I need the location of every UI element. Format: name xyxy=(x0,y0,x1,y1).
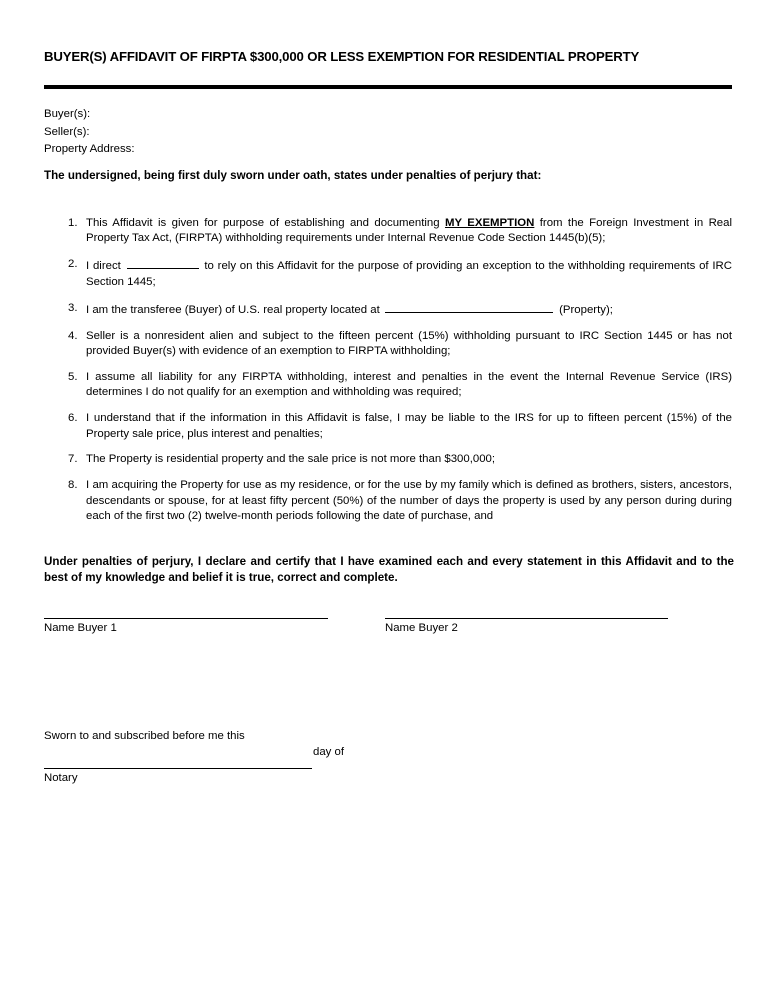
signature-block-buyer-2 xyxy=(385,618,668,634)
property-address-label: Property Address: xyxy=(44,143,135,156)
clause-text: I am acquiring the Property for use as my residence, or for the use by my family which is defined as brothers, sisters, ancestors, descendants or spouse, for at least fifty percent (50%) of the number of days the property is used by any person during during each of the first two (2) twelve-month periods following the date of purchase, and xyxy=(86,479,732,523)
signature-caption: Name Buyer 1 xyxy=(44,622,117,634)
party-fields xyxy=(44,106,464,159)
clause-text xyxy=(86,257,732,290)
notary-day-of-text: day of xyxy=(313,746,345,758)
signature-line[interactable] xyxy=(385,618,668,619)
signature-block-notary xyxy=(44,768,312,784)
affidavit-intro: The undersigned, being first duly sworn under oath, states under penalties of perjury that: xyxy=(44,169,542,182)
clause-text-pre: I am the transferee (Buyer) of U.S. real property located at xyxy=(86,303,383,316)
clause-text-pre: This Affidavit is given for purpose of establishing and documenting xyxy=(86,217,445,229)
fill-in-blank-agent[interactable] xyxy=(127,257,199,269)
clause-item xyxy=(68,452,732,467)
clause-number: 3. xyxy=(68,301,78,314)
buyers-label: Buyer(s): xyxy=(44,108,91,120)
clause-item xyxy=(68,329,732,360)
sellers-label: Seller(s): xyxy=(44,125,90,138)
clause-number: 8. xyxy=(68,479,78,492)
clause-text-post: to rely on this Affidavit for the purpose of providing an exception to the withholding requirements of IRC Section 1445; xyxy=(86,260,732,288)
clause-text-post: (Property); xyxy=(555,303,613,316)
clause-item xyxy=(68,478,732,524)
signature-block-buyer-1 xyxy=(44,618,328,634)
page-title: BUYER(S) AFFIDAVIT OF FIRPTA $300,000 OR LESS EXEMPTION FOR RESIDENTIAL PROPERTY xyxy=(44,49,640,64)
clause-list xyxy=(68,216,732,525)
clause-text-pre: I direct xyxy=(86,260,125,273)
clause-text-post: from the Foreign Investment in Real Property Tax Act, (FIRPTA) withholding requirements under Internal Revenue Code Section 1445(b)(5); xyxy=(86,217,732,245)
signature-line[interactable] xyxy=(44,618,328,619)
notary-caption: Notary xyxy=(44,772,78,784)
clause-item xyxy=(68,216,732,247)
clause-number: 1. xyxy=(68,217,78,229)
notary-signature-line[interactable] xyxy=(44,768,312,769)
notary-sworn-text: Sworn to and subscribed before me this xyxy=(44,730,245,742)
clause-number: 6. xyxy=(68,412,78,425)
clause-item xyxy=(68,301,732,318)
clause-text: The Property is residential property and the sale price is not more than $300,000; xyxy=(86,453,496,466)
clause-number: 2. xyxy=(68,258,78,271)
clause-text: I understand that if the information in this Affidavit is false, I may be liable to the IRS for up to fifteen percent (15%) of the Property sale price, plus interest and penalties; xyxy=(86,412,732,440)
clause-text xyxy=(86,216,732,247)
signature-caption: Name Buyer 2 xyxy=(385,622,458,634)
clause-number: 4. xyxy=(68,329,78,342)
fill-in-blank-property[interactable] xyxy=(385,301,553,313)
clause-text xyxy=(86,301,732,318)
perjury-declaration: Under penalties of perjury, I declare and certify that I have examined each and every statement in this Affidavit and to the best of my knowledge and belief it is true, correct and complete. xyxy=(44,555,734,584)
title-divider xyxy=(44,85,732,89)
clause-number: 7. xyxy=(68,453,78,466)
clause-text: I assume all liability for any FIRPTA withholding, interest and penalties in the event the Internal Revenue Service (IRS) determines I do not qualify for an exemption and withholding was required; xyxy=(86,370,732,399)
clause-text: Seller is a nonresident alien and subject to the fifteen percent (15%) withholding pursuant to IRC Section 1445 or has not provided Buyer(s) with evidence of an exemption to FIRPTA withholding; xyxy=(86,329,732,357)
clause-item xyxy=(68,257,732,290)
clause-emphasis: MY EXEMPTION xyxy=(444,217,535,229)
clause-number: 5. xyxy=(68,370,78,383)
clause-item xyxy=(68,370,732,401)
clause-item xyxy=(68,411,732,442)
